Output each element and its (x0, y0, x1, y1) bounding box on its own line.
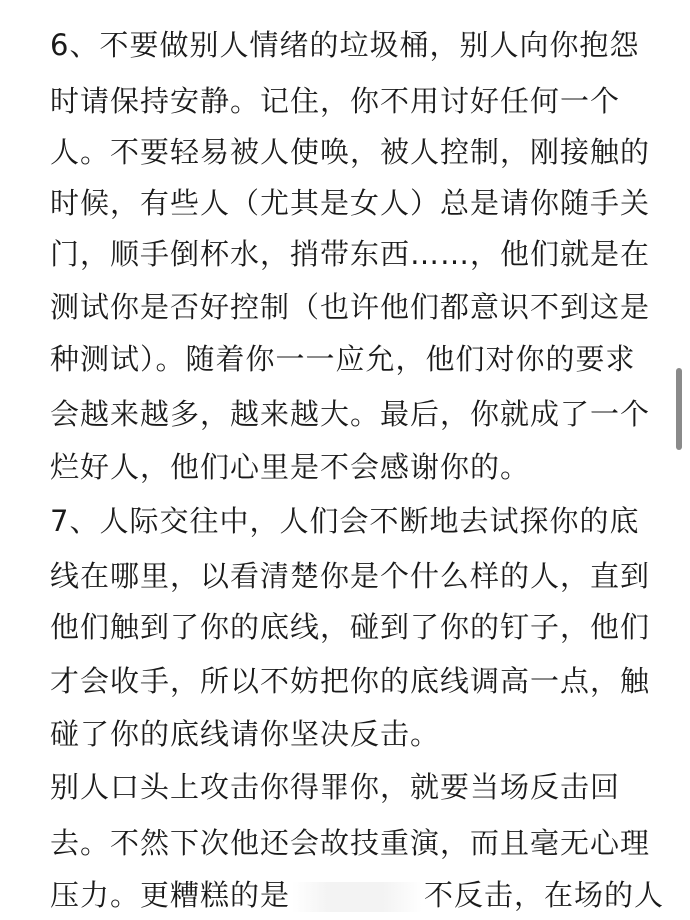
text-line: 才会收手，所以不妨把你的底线调高一点，触 (50, 664, 651, 698)
text-line: 别人口头上攻击你得罪你，就要当场反击回 (50, 770, 621, 804)
text-line: 人。不要轻易被人使唤，被人控制，刚接触的 (50, 135, 651, 169)
text-line: 烂好人，他们心里是不会感谢你的。 (50, 450, 531, 484)
text-line: 种测试）。随着你一一应允，他们对你的要求 (50, 342, 636, 376)
text-segment: 压力。更糟糕的是 (50, 878, 291, 912)
text-line: 门，顺手倒杯水，捎带东西……，他们就是在 (50, 237, 651, 271)
redacted-area (292, 882, 422, 912)
text-line: 去。不然下次他还会故技重演，而且毫无心理 (50, 826, 651, 860)
text-line: 会越来越多，越来越大。最后，你就成了一个 (50, 397, 651, 431)
text-line: 时请保持安静。记住，你不用讨好任何一个 (50, 84, 621, 118)
text-segment: 不反击，在场的人 (424, 878, 665, 912)
scrollbar-thumb[interactable] (676, 368, 682, 450)
text-line: 线在哪里，以看清楚你是个什么样的人，直到 (50, 559, 651, 593)
text-line: 碰了你的底线请你坚决反击。 (50, 717, 441, 751)
text-line: 6、不要做别人情绪的垃圾桶，别人向你抱怨 (50, 28, 640, 62)
text-line: 时候，有些人（尤其是女人）总是请你随手关 (50, 186, 651, 220)
text-line-partial (50, 878, 664, 912)
text-line: 他们触到了你的底线，碰到了你的钉子，他们 (50, 610, 651, 644)
text-line: 7、人际交往中，人们会不断地去试探你的底 (50, 504, 640, 538)
text-line: 测试你是否好控制（也许他们都意识不到这是 (50, 290, 651, 324)
